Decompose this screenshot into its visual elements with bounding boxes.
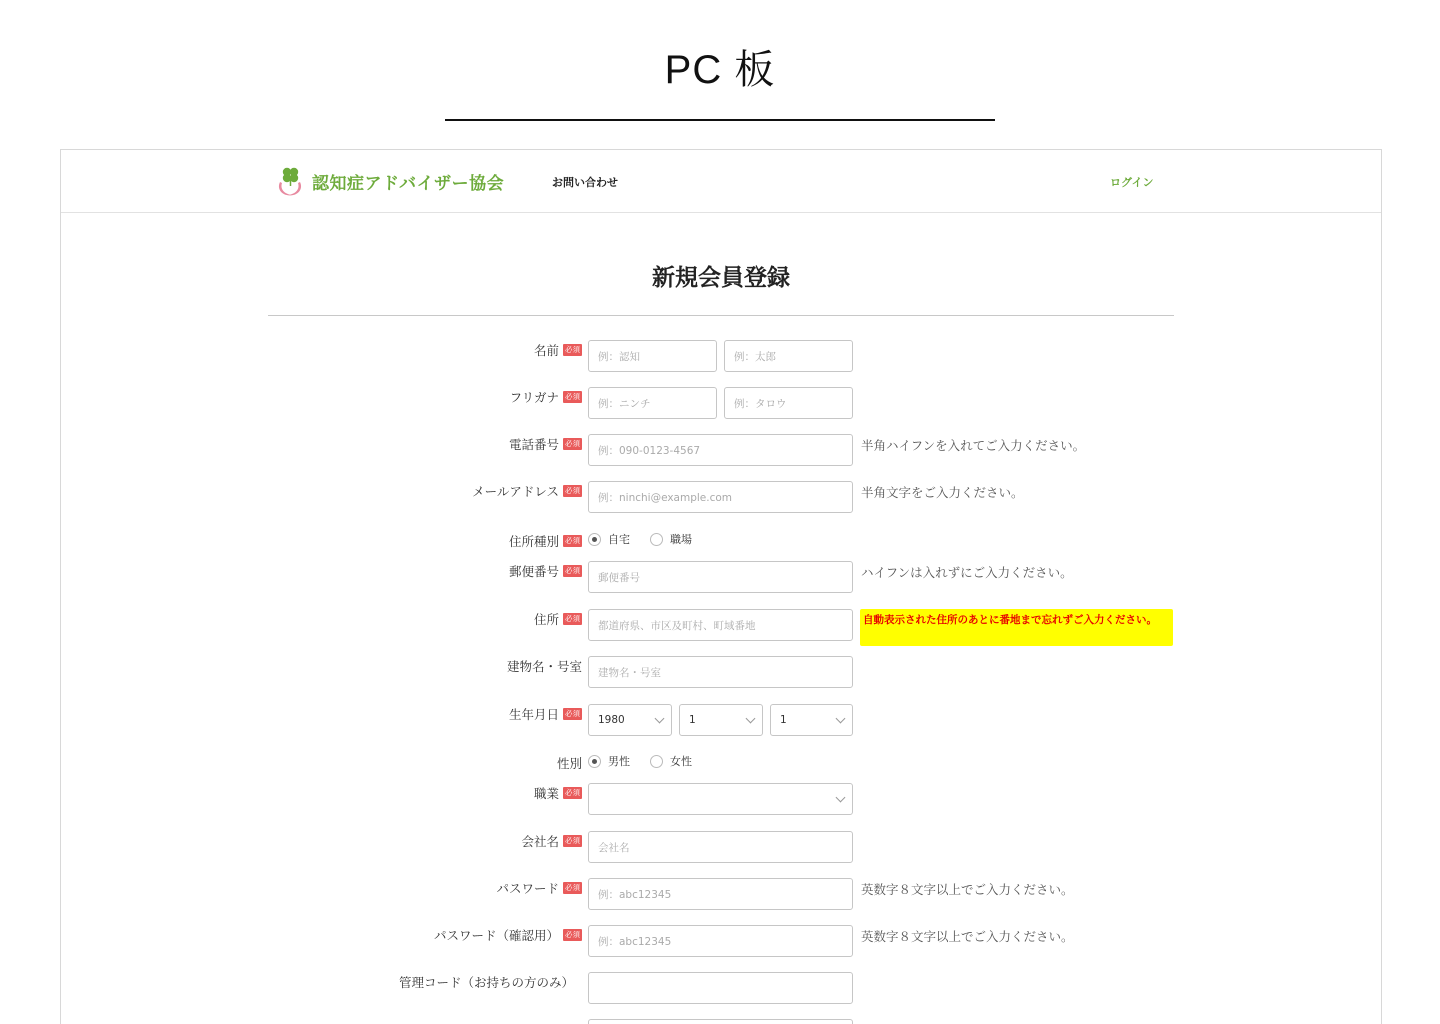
- occupation-select[interactable]: [588, 783, 853, 815]
- field-label: [534, 783, 582, 803]
- site-logo[interactable]: [274, 164, 504, 198]
- email-label: メールアドレス: [472, 484, 559, 499]
- occupation-label: 職業: [533, 786, 559, 801]
- field-label: [534, 340, 582, 360]
- gender-female-radio[interactable]: [650, 755, 663, 768]
- form-row-address: [61, 609, 1381, 647]
- admin-code-input[interactable]: [588, 972, 853, 1004]
- birth-month-value: 1: [689, 714, 696, 726]
- password-input[interactable]: 例：abc12345: [588, 878, 853, 910]
- required-badge: 必須: [565, 486, 580, 495]
- chevron-down-icon: [836, 714, 846, 724]
- birth-day-value: 1: [780, 714, 787, 726]
- password-hint: 英数字８文字以上でご入力ください。: [861, 882, 1074, 897]
- password-label: パスワード: [496, 881, 559, 896]
- required-badge: 必須: [565, 930, 580, 939]
- gender-radio-group: [588, 753, 712, 769]
- field-label: [509, 434, 582, 454]
- radio-label: 男性: [608, 755, 630, 768]
- postal-hint: ハイフンは入れずにご入力ください。: [861, 565, 1073, 580]
- required-badge: 必須: [565, 392, 580, 401]
- required-badge: 必須: [565, 566, 580, 575]
- field-label: [510, 387, 582, 407]
- field-label: [509, 561, 582, 581]
- address-type-label: 住所種別: [508, 534, 559, 549]
- browser-frame: [60, 149, 1382, 1024]
- field-label: [534, 609, 582, 629]
- required-badge: 必須: [565, 788, 580, 797]
- form-row-address-type: [61, 530, 1381, 552]
- address-alert-note: 自動表示された住所のあとに番地まで忘れずご入力ください。: [860, 609, 1173, 646]
- form-row-occupation: [61, 783, 1381, 817]
- email-hint: 半角文字をご入力ください。: [861, 485, 1024, 500]
- phone-hint: 半角ハイフンを入れてご入力ください。: [861, 438, 1086, 453]
- address-label: 住所: [533, 612, 559, 627]
- field-label: [496, 878, 582, 898]
- heading-divider: [268, 315, 1174, 316]
- address-type-radio-group: [588, 531, 712, 547]
- site-header: [61, 150, 1381, 213]
- password-confirm-input[interactable]: 例：abc12345: [588, 925, 853, 957]
- building-label: 建物名・号室: [506, 659, 582, 674]
- phone-label: 電話番号: [508, 437, 559, 452]
- birth-year-select[interactable]: [588, 704, 672, 736]
- logo-text: 認知症アドバイザー協会: [312, 173, 505, 194]
- name-label: 名前: [533, 343, 559, 358]
- required-badge: 必須: [565, 709, 580, 718]
- company-label: 会社名: [521, 834, 559, 849]
- admin-code-label: 管理コード（お持ちの方のみ）: [398, 975, 574, 990]
- gender-label: 性別: [556, 756, 582, 771]
- field-label: [399, 972, 574, 992]
- address-type-home-radio[interactable]: [588, 533, 601, 546]
- kana-label: フリガナ: [509, 390, 559, 405]
- field-label: [507, 656, 582, 676]
- radio-label: 自宅: [608, 533, 630, 546]
- last-name-input[interactable]: 例：認知: [588, 340, 717, 372]
- form-row-birthday: [61, 704, 1381, 738]
- page-banner-title: PC 板: [664, 48, 776, 92]
- nav-login-link[interactable]: ログイン: [1110, 176, 1154, 189]
- building-input[interactable]: 建物名・号室: [588, 656, 853, 688]
- password-confirm-label: パスワード（確認用）: [433, 928, 559, 943]
- form-row-gender: [61, 752, 1381, 774]
- required-badge: 必須: [565, 536, 580, 545]
- next-field-input[interactable]: [588, 1019, 853, 1024]
- postal-label: 郵便番号: [508, 564, 559, 579]
- clover-heart-logo-icon: [274, 164, 306, 198]
- address-input[interactable]: 都道府県、市区及町村、町域番地: [588, 609, 853, 641]
- field-label: [521, 831, 582, 851]
- form-row-phone: [61, 434, 1381, 468]
- required-badge: 必須: [565, 439, 580, 448]
- phone-input[interactable]: 例：090-0123-4567: [588, 434, 853, 466]
- required-badge: 必須: [565, 836, 580, 845]
- form-row-kana: [61, 387, 1381, 421]
- radio-label: 職場: [670, 533, 692, 546]
- form-row-postal: [61, 561, 1381, 595]
- required-badge: 必須: [565, 614, 580, 623]
- field-label: [509, 531, 582, 551]
- chevron-down-icon: [836, 793, 846, 803]
- birth-year-value: 1980: [598, 714, 625, 726]
- form-row-name: [61, 340, 1381, 374]
- birth-day-select[interactable]: [770, 704, 853, 736]
- field-label: [557, 753, 582, 773]
- birth-month-select[interactable]: [679, 704, 763, 736]
- banner-divider: [445, 119, 995, 121]
- gender-male-radio[interactable]: [588, 755, 601, 768]
- form-row-email: [61, 481, 1381, 515]
- birthday-label: 生年月日: [508, 707, 559, 722]
- postal-code-input[interactable]: 郵便番号: [588, 561, 853, 593]
- address-type-work-radio[interactable]: [650, 533, 663, 546]
- first-name-kana-input[interactable]: 例：タロウ: [724, 387, 853, 419]
- first-name-input[interactable]: 例：太郎: [724, 340, 853, 372]
- email-input[interactable]: 例：ninchi@example.com: [588, 481, 853, 513]
- required-badge: 必須: [565, 883, 580, 892]
- form-row-company: [61, 831, 1381, 865]
- last-name-kana-input[interactable]: 例：ニンチ: [588, 387, 717, 419]
- company-input[interactable]: 会社名: [588, 831, 853, 863]
- form-row-password-confirm: [61, 925, 1381, 959]
- radio-label: 女性: [670, 755, 692, 768]
- page-title: 新規会員登録: [652, 265, 790, 291]
- form-row-admin-code: [61, 972, 1381, 1006]
- form-row-password: [61, 878, 1381, 912]
- password-confirm-hint: 英数字８文字以上でご入力ください。: [861, 929, 1074, 944]
- field-label: [472, 481, 582, 501]
- required-badge: 必須: [565, 345, 580, 354]
- chevron-down-icon: [746, 714, 756, 724]
- form-row-building: [61, 656, 1381, 690]
- nav-contact-link[interactable]: お問い合わせ: [552, 176, 618, 189]
- chevron-down-icon: [655, 714, 665, 724]
- field-label: [509, 704, 582, 724]
- field-label: [434, 925, 582, 945]
